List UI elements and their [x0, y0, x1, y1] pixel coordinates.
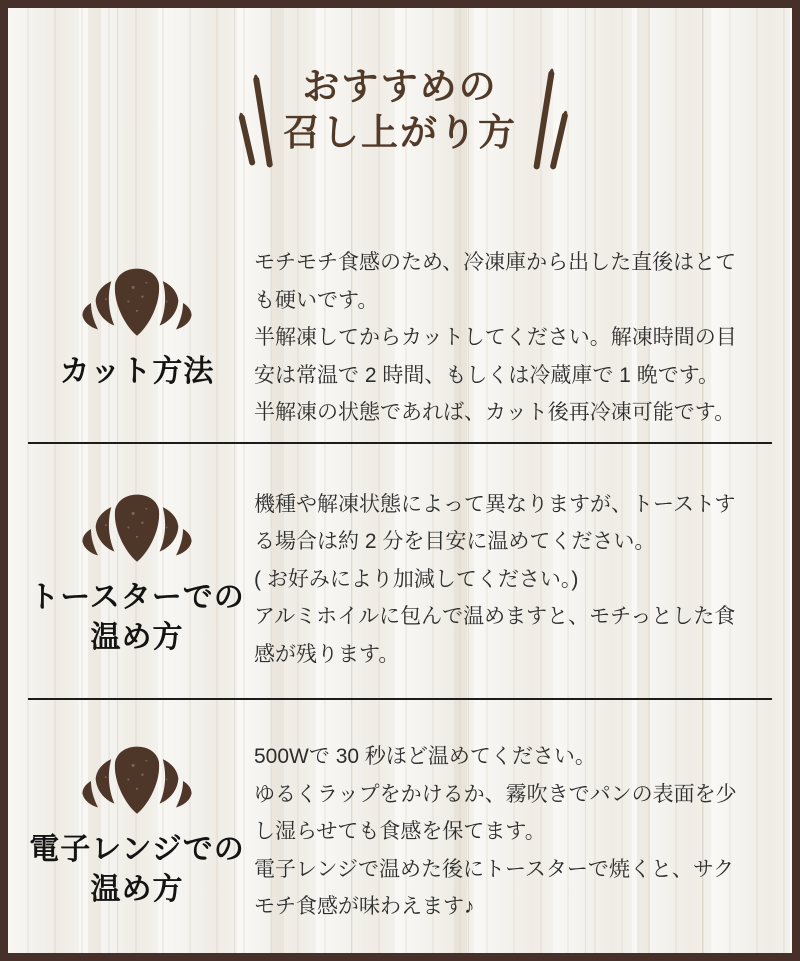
body-line: 半解凍の状態であれば、カット後再冷凍可能です。 [254, 401, 736, 424]
body-line: る場合は約 2 分を目安に温めてください。 [254, 530, 656, 553]
section-body-text [242, 738, 768, 926]
section-body-text [242, 486, 768, 674]
section-icon-column [29, 486, 245, 658]
body-line: 機種や解凍状態によって異なりますが、トーストす [254, 492, 736, 516]
section-toaster-warming [8, 444, 792, 674]
section-label [29, 578, 245, 658]
body-line: モチモチ食感のため、冷凍庫から出した直後はとて [254, 251, 737, 274]
body-line: 半解凍してからカットしてください。解凍時間の目 [254, 326, 737, 349]
page-title [283, 64, 517, 156]
title-slash-decoration-icon [253, 76, 273, 168]
section-title-block [8, 64, 792, 156]
section-cut-method [8, 156, 792, 432]
body-line: ( お好みにより加減してください。) [254, 567, 579, 591]
body-line: アルミホイルに包んで温めますと、モチっとした食 [254, 605, 736, 628]
croissant-icon [78, 742, 196, 820]
section-label-line: トースターでの [29, 580, 245, 614]
page-title-line2: 召し上がり方 [283, 112, 517, 153]
section-label [29, 830, 245, 910]
body-line: 電子レンジで温めた後にトースターで焼くと、サク [254, 857, 735, 881]
section-microwave-warming [8, 700, 792, 926]
section-label [60, 352, 215, 392]
body-line: 500Wで 30 秒ほど温めてください。 [254, 745, 596, 768]
croissant-icon [78, 264, 196, 342]
section-icon-column [32, 244, 242, 392]
page-title-line1: おすすめの [302, 66, 498, 107]
section-label-line: 温め方 [90, 873, 184, 906]
body-line: 感が残ります。 [254, 642, 400, 666]
body-line: 安は常温で 2 時間、もしくは冷蔵庫で 1 晩です。 [254, 363, 720, 387]
body-line: も硬いです。 [254, 288, 379, 312]
body-line: し湿らせても食感を保てます。 [254, 820, 546, 843]
croissant-icon [78, 490, 196, 568]
section-body-text [242, 244, 768, 432]
body-line: モチ食感が味わえます♪ [254, 895, 475, 918]
section-icon-column [29, 738, 245, 910]
section-label-line: 温め方 [90, 620, 184, 654]
section-label-line: 電子レンジでの [29, 833, 245, 866]
body-line: ゆるくラップをかけるか、霧吹きでパンの表面を少 [254, 782, 737, 806]
section-label-line: カット方法 [59, 355, 215, 388]
